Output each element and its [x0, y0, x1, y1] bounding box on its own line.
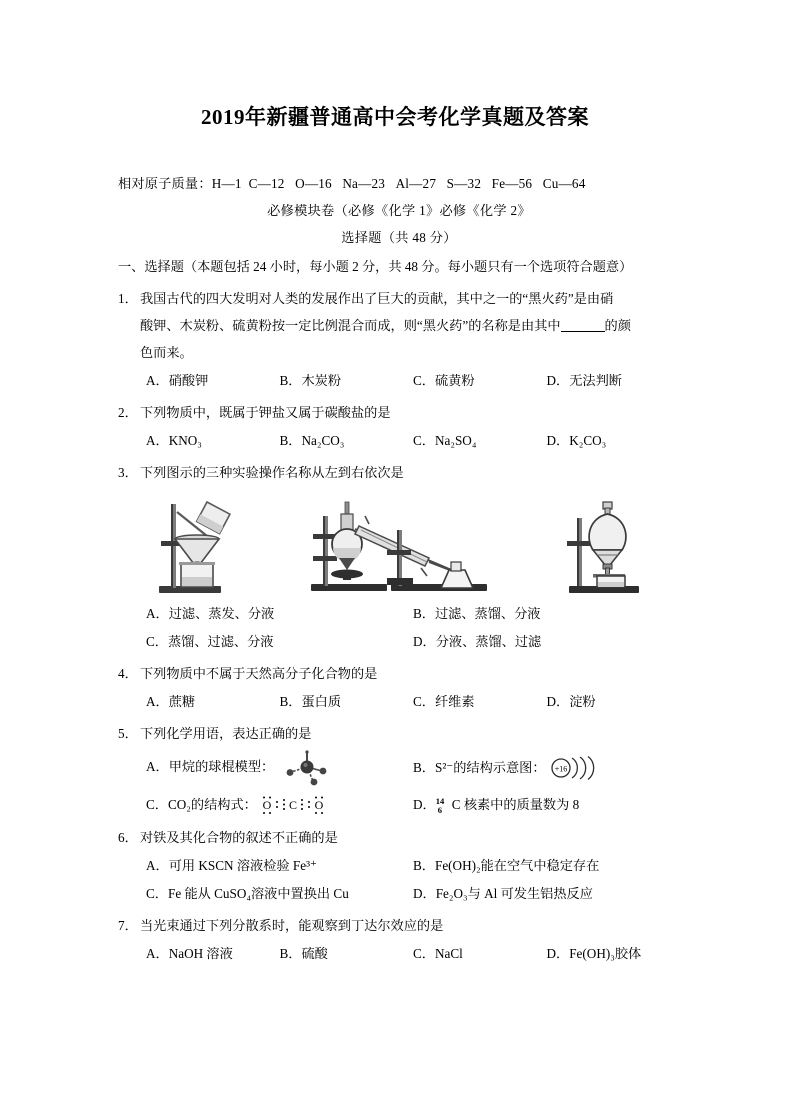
question-2-number: 2．: [118, 405, 138, 420]
page-title: 2019年新疆普通高中会考化学真题及答案: [201, 105, 589, 129]
svg-text:+16: +16: [554, 764, 568, 774]
question-5-option-d[interactable]: [413, 791, 680, 818]
question-5-option-c[interactable]: [146, 791, 413, 818]
question-3-figures: [118, 492, 680, 596]
question-6-option-d[interactable]: D．Fe₂O₃与 Al 可发生铝热反应: [413, 886, 593, 901]
question-7-stem: 当光束通过下列分散系时，能观察到丁达尔效应的是: [140, 918, 444, 933]
question-5-options-row1: [118, 748, 680, 788]
section-instruction: 一、选择题（本题包括 24 小时，每小题 2 分，共 48 分。每小题只有一个选项符合题意）: [118, 259, 633, 274]
question-1: [118, 285, 680, 394]
question-5-option-c-label: C．CO₂的结构式：: [146, 796, 257, 812]
question-3-option-d[interactable]: D．分液、蒸馏、过滤: [413, 634, 542, 649]
question-1-options: [118, 367, 680, 394]
question-7-option-b[interactable]: B．硫酸: [279, 946, 328, 961]
atomic-mass-al: Al—27: [395, 176, 437, 191]
svg-text:C: C: [289, 798, 298, 813]
question-2-options: [118, 427, 680, 454]
question-1-stem-line2b: 的颜: [604, 318, 631, 333]
question-7-number: 7．: [118, 918, 138, 933]
question-2-option-b[interactable]: B．Na₂CO₃: [279, 433, 345, 448]
svg-text:O: O: [314, 798, 324, 813]
question-6-option-c[interactable]: C．Fe 能从 CuSO₄溶液中置换出 Cu: [146, 886, 349, 901]
question-2-option-d[interactable]: D．K₂CO₃: [546, 433, 607, 448]
carbon-14-nuclide-notation: [435, 795, 452, 815]
question-1-option-c[interactable]: C．硫黄粉: [413, 373, 475, 388]
question-5-options-row2: [118, 789, 680, 819]
question-7-option-d[interactable]: D．Fe(OH)₃胶体: [546, 946, 642, 961]
question-3-option-c[interactable]: C．蒸馏、过滤、分液: [146, 634, 274, 649]
question-7-options: [118, 940, 680, 967]
atomic-mass-cu: Cu—64: [542, 176, 586, 191]
question-6-option-b[interactable]: B．Fe(OH)₂能在空气中稳定存在: [413, 858, 600, 873]
question-5-option-d-prefix: D．: [413, 796, 436, 812]
question-3-option-b[interactable]: B．过滤、蒸馏、分液: [413, 606, 541, 621]
question-4-stem: 下列物质中不属于天然高分子化合物的是: [140, 666, 378, 681]
document-body: [118, 170, 680, 967]
question-5-option-a-label: A．甲烷的球棍模型：: [146, 759, 275, 775]
nuclide-mass-number: 14: [435, 795, 445, 806]
question-4-option-a[interactable]: A．蔗糖: [146, 694, 196, 709]
question-3-options-row2: [118, 628, 680, 655]
question-1-option-b[interactable]: B．木炭粉: [279, 373, 342, 388]
question-1-stem-line3: 色而来。: [140, 345, 193, 360]
question-2-option-a[interactable]: A．KNO₃: [146, 433, 202, 448]
atomic-mass-na: Na—23: [342, 176, 386, 191]
question-6-options-row1: [118, 852, 680, 879]
question-5-option-b-label: B．S²⁻的结构示意图：: [413, 759, 546, 775]
question-4-option-d[interactable]: D．淀粉: [546, 694, 596, 709]
atomic-mass-line: [118, 170, 680, 197]
nuclide-symbol: C: [451, 796, 461, 812]
question-2-stem: 下列物质中，既属于钾盐又属于碳酸盐的是: [140, 405, 391, 420]
atomic-mass-s: S—32: [446, 176, 482, 191]
question-3-number: 3．: [118, 465, 138, 480]
question-5-option-b[interactable]: [413, 754, 680, 783]
answer-blank[interactable]: [561, 318, 605, 332]
section-line: 选择题（共 48 分）: [341, 230, 457, 245]
question-7: [118, 912, 680, 967]
question-4-option-c[interactable]: C．纤维素: [413, 694, 475, 709]
module-line: 必修模块卷（必修《化学 1》必修《化学 2》: [267, 203, 531, 218]
question-1-stem-line1: 我国古代的四大发明对人类的发展作出了巨大的贡献，其中之一的“黑火药”是由硝: [140, 291, 614, 306]
question-7-option-a[interactable]: A．NaOH 溶液: [146, 946, 233, 961]
filtration-apparatus-icon: [141, 496, 249, 596]
separating-funnel-apparatus-icon: [549, 496, 657, 596]
question-5-stem: 下列化学用语，表达正确的是: [140, 726, 312, 741]
question-2: [118, 399, 680, 454]
svg-text:O: O: [262, 798, 272, 813]
question-6-options-row2: [118, 880, 680, 907]
question-1-stem-line2: [118, 312, 680, 339]
question-6-number: 6．: [118, 830, 138, 845]
question-1-option-d[interactable]: D．无法判断: [546, 373, 622, 388]
question-5-number: 5．: [118, 726, 138, 741]
question-1-option-a[interactable]: A．硝酸钾: [146, 373, 209, 388]
atomic-mass-label: 相对原子质量：: [118, 176, 212, 191]
question-4-number: 4．: [118, 666, 138, 681]
atomic-mass-fe: Fe—56: [491, 176, 533, 191]
question-6: [118, 824, 680, 907]
question-3-stem: 下列图示的三种实验操作名称从左到右依次是: [140, 465, 404, 480]
question-4: [118, 660, 680, 715]
sulfide-ion-shell-diagram-icon: [549, 754, 603, 782]
question-5-option-a[interactable]: [146, 750, 413, 786]
methane-ball-stick-model-icon: [278, 750, 336, 786]
atomic-mass-c: C—12: [248, 176, 285, 191]
co2-lewis-structure-icon: [260, 793, 340, 817]
question-6-option-a[interactable]: A．可用 KSCN 溶液检验 Fe³⁺: [146, 858, 318, 873]
atomic-mass-o: O—16: [295, 176, 332, 191]
question-3-option-a[interactable]: A．过滤、蒸发、分液: [146, 606, 275, 621]
question-6-stem: 对铁及其化合物的叙述不正确的是: [140, 830, 338, 845]
question-5-option-d-suffix: 核素中的质量数为 8: [463, 796, 580, 812]
question-4-option-b[interactable]: B．蛋白质: [279, 694, 342, 709]
question-1-stem-line2a: 酸钾、木炭粉、硫黄粉按一定比例混合而成，则“黑火药”的名称是由其中: [140, 318, 561, 333]
question-2-option-c[interactable]: C．Na₂SO₄: [413, 433, 477, 448]
question-3: [118, 459, 680, 655]
atomic-mass-h: H—1: [211, 176, 242, 191]
nuclide-atomic-number: 6: [437, 804, 442, 815]
question-1-number: 1．: [118, 291, 138, 306]
question-5: [118, 720, 680, 819]
distillation-apparatus-icon: [309, 496, 489, 596]
question-7-option-c[interactable]: C．NaCl: [413, 946, 463, 961]
question-3-options-row1: [118, 600, 680, 627]
question-4-options: [118, 688, 680, 715]
